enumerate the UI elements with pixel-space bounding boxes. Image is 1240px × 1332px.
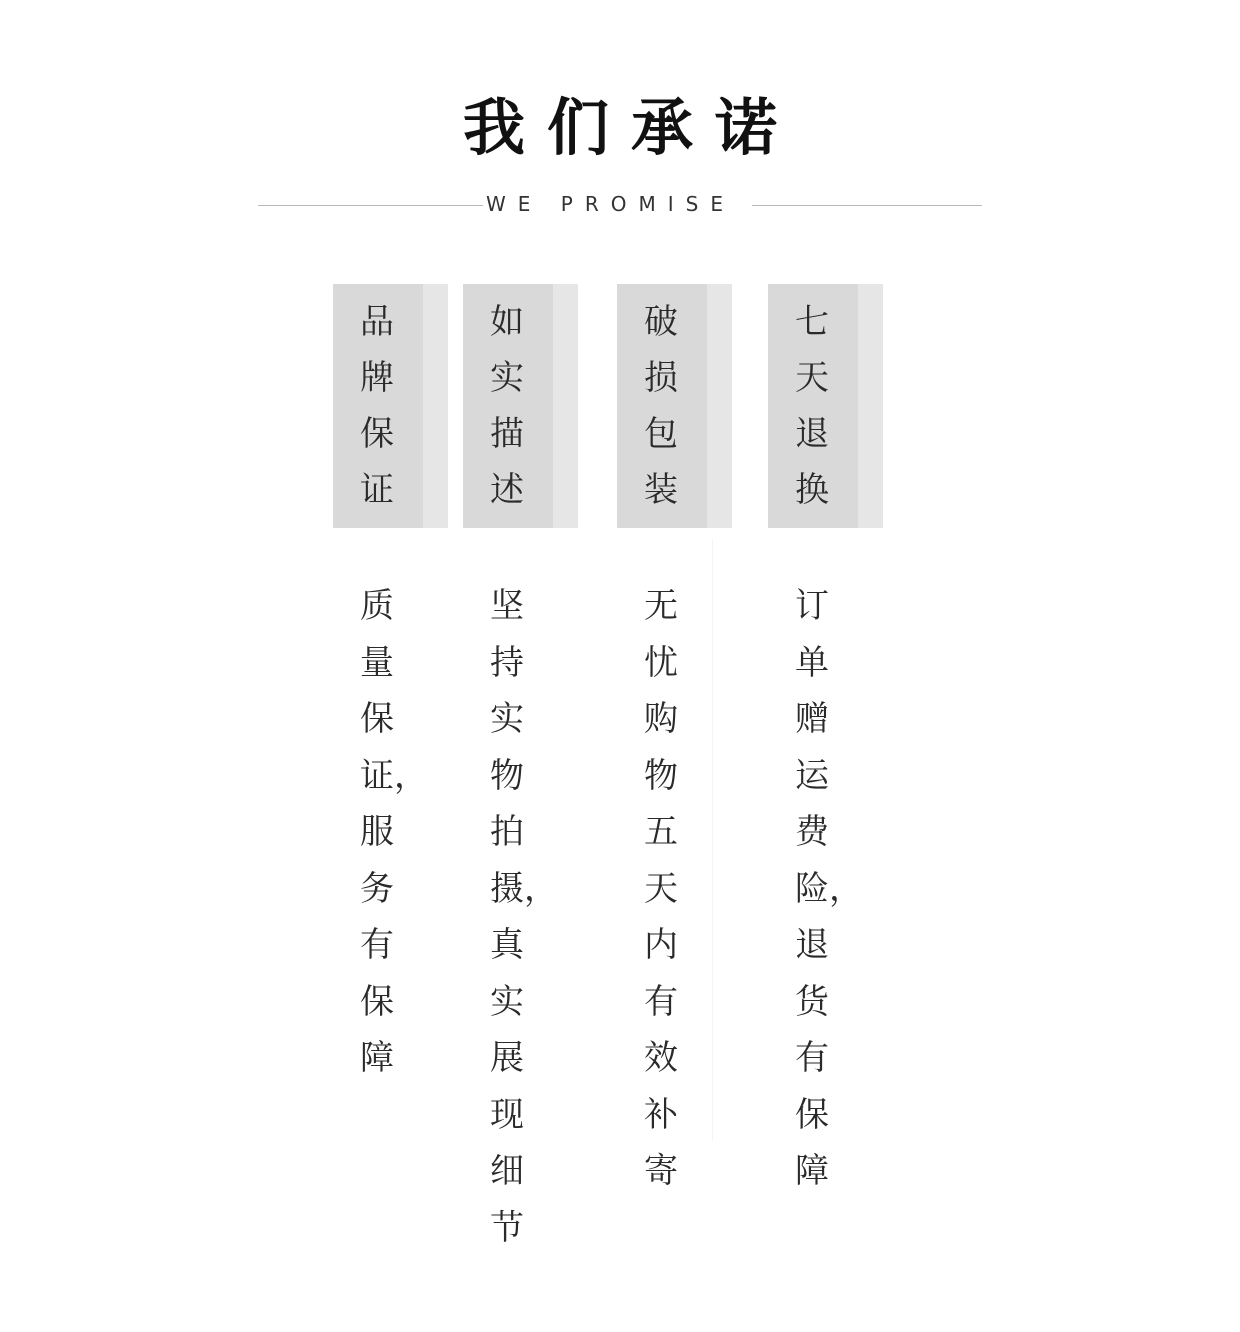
ghost-line <box>712 540 713 1140</box>
page-title: 我们承诺 <box>462 91 799 164</box>
promise-label-damage: 破损包装 <box>644 302 678 510</box>
promise-desc-description: 坚持实物拍摄，真实展现细节 <box>490 586 558 1248</box>
subtitle: WE PROMISE <box>486 192 735 216</box>
promise-desc-return: 订单赠运费险，退货有保障 <box>795 586 863 1191</box>
promise-label-brand: 品牌保证 <box>360 302 394 510</box>
divider-right <box>752 205 982 206</box>
promise-desc-brand: 质量保证，服务有保障 <box>360 586 428 1078</box>
promise-label-description: 如实描述 <box>490 302 524 510</box>
promise-label-return: 七天退换 <box>795 302 829 510</box>
divider-left <box>258 205 483 206</box>
promise-desc-damage: 无忧购物五天内有效补寄 <box>644 586 678 1191</box>
